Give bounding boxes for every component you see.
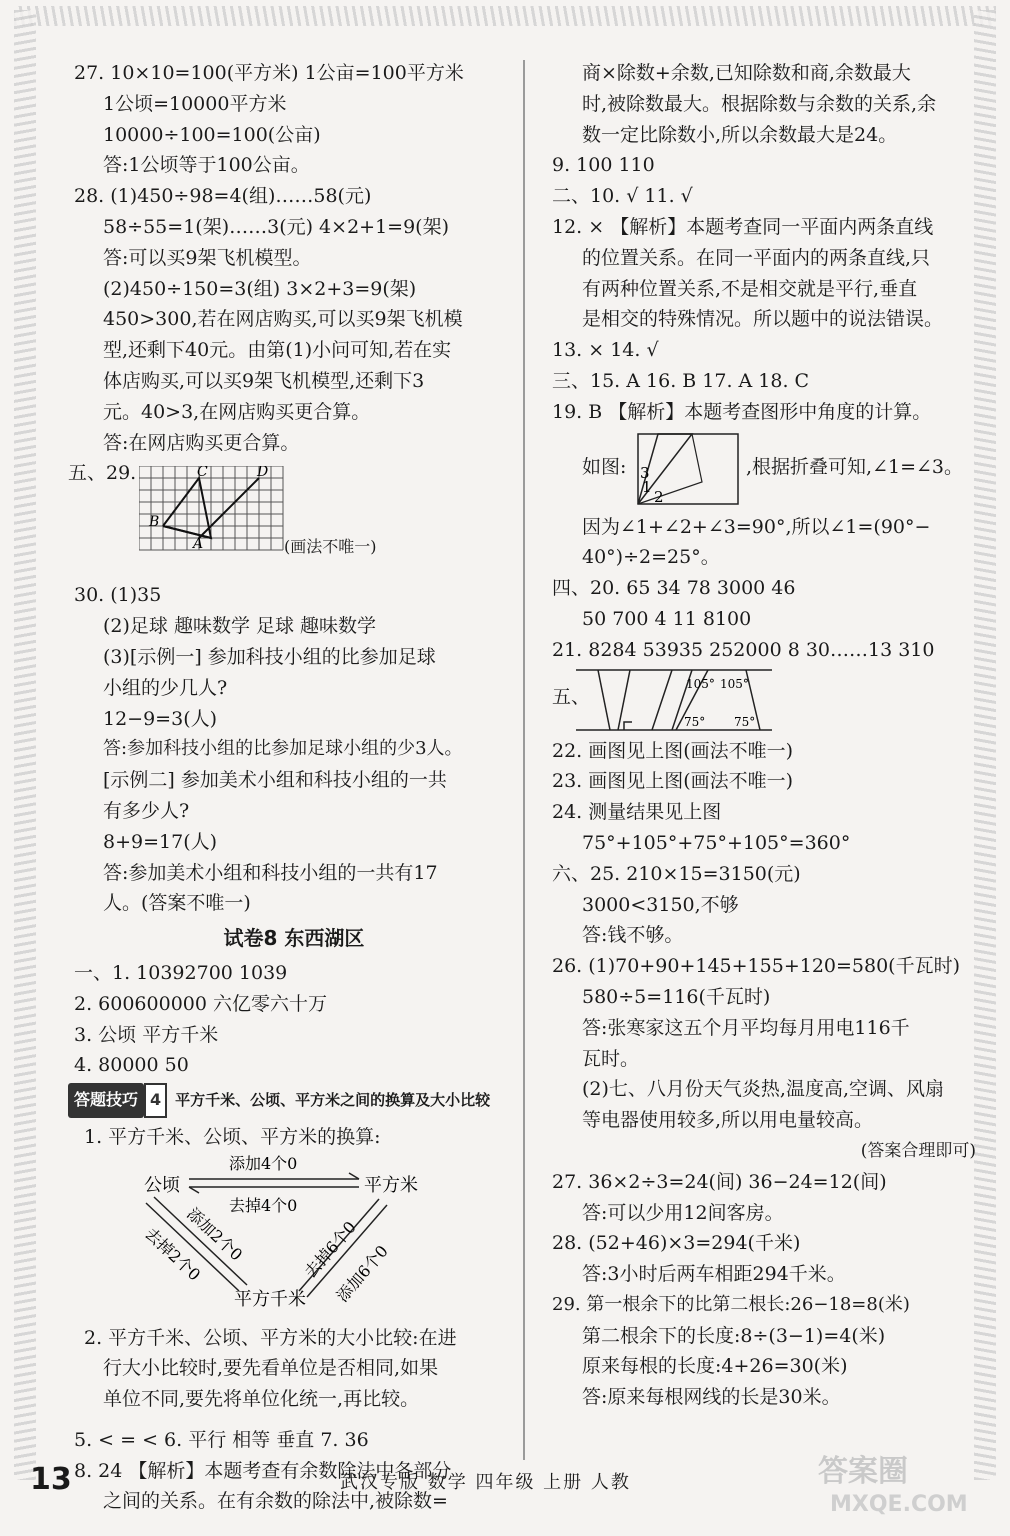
angle-label-105-left: 105° [686,676,715,691]
answer-line: 答:可以买9架飞机模型。 [103,246,312,269]
answer-line: 8+9=17(人) [103,830,218,853]
parallel-lines-figure [576,666,776,734]
angle-label-2: 2 [654,487,664,506]
answer-line: 13. × 14. √ [552,339,659,362]
answer-line: 9. 100 110 [552,154,655,177]
answer-line: 答:参加科技小组的比参加足球小组的少3人。 [103,738,463,760]
right-column [552,58,984,1413]
unit-conversion-diagram [74,1153,514,1313]
answer-line: 12. × 【解析】本题考查同一平面内两条直线 [552,215,934,238]
unit-hectare: 公顷 [144,1174,180,1196]
figure-note: (画法不唯一) [284,537,377,557]
answer-line: 如图: [582,455,627,478]
decorative-frame-top [14,6,996,26]
answer-line: 27. 36×2÷3=24(间) 36−24=12(间) [552,1170,887,1193]
answer-line: 四、20. 65 34 78 3000 46 [552,577,796,600]
answer-line: 28. (52+46)×3=294(千米) [552,1232,801,1255]
answer-line: [示例二] 参加美术小组和科技小组的一共 [103,769,447,792]
answer-line: 58÷55=1(架)……3(元) 4×2+1=9(架) [103,215,449,238]
answer-line: 单位不同,要先将单位化统一,再比较。 [103,1388,420,1411]
answer-line: 小组的少几人? [103,676,228,699]
tip-badge: 答题技巧 [68,1083,144,1118]
label-remove-two-zeros: 去掉2个0 [141,1223,205,1285]
point-label-a: A [193,536,204,553]
answer-line: 4. 80000 50 [74,1054,189,1077]
answer-line: 五、 [552,685,591,708]
answer-line: (2)足球 趣味数学 足球 趣味数学 [103,615,377,638]
answer-line: 时,被除数最大。根据除数与余数的关系,余 [582,92,937,115]
label-remove-four-zeros: 去掉4个0 [229,1195,298,1215]
grid-figure-29 [139,466,289,566]
answer-note: (答案合理即可) [860,1140,976,1161]
unit-sqkm: 平方千米 [234,1288,306,1310]
answer-line: 75°+105°+75°+105°=360° [582,831,851,854]
answer-line: 24. 测量结果见上图 [552,801,722,824]
answer-line: 27. 10×10=100(平方米) 1公亩=100平方米 [74,62,464,84]
answer-line: 580÷5=116(千瓦时) [582,985,771,1008]
answer-line: 有多少人? [103,799,190,822]
answer-line: 50 700 4 11 8100 [582,607,752,630]
answer-line: 第二根余下的长度:8÷(3−1)=4(米) [582,1324,886,1347]
answer-line: ,根据折叠可知,∠1=∠3。 [746,455,964,478]
answer-line: 1公顷=10000平方米 [103,92,287,115]
page-number: 13 [30,1462,72,1497]
answer-line: 5. < = < 6. 平行 相等 垂直 7. 36 [74,1428,369,1451]
answer-line: 29. 第一根余下的比第二根长:26−18=8(米) [552,1293,910,1315]
answer-line: 等电器使用较多,所以用电量较高。 [582,1109,874,1132]
answer-line: 22. 画图见上图(画法不唯一) [552,739,794,762]
angle-label-75-left: 75° [684,714,706,729]
answer-line: 三、15. A 16. B 17. A 18. C [552,369,810,392]
answer-line: 答:在网店购买更合算。 [103,431,300,454]
answer-line: 型,还剩下40元。由第(1)小问可知,若在实 [103,339,452,362]
answer-line: 行大小比较时,要先看单位是否相同,如果 [103,1357,439,1380]
answer-line: (2)450÷150=3(组) 3×2+3=9(架) [103,277,417,300]
point-label-b: B [149,514,160,531]
answer-line: 3000<3150,不够 [582,893,739,916]
folded-rectangle-figure [636,432,742,508]
answer-line: 40°)÷2=25°。 [582,546,720,569]
answer-line: 26. (1)70+90+145+155+120=580(千瓦时) [552,955,961,978]
label-remove-six-zeros: 去掉6个0 [300,1217,360,1282]
angle-label-3: 3 [640,463,650,482]
label-add-two-zeros: 添加2个0 [183,1203,247,1265]
answer-line: 答:1公顷等于100公亩。 [103,154,310,177]
answer-line: 12−9=3(人) [103,707,218,730]
answer-line: 28. (1)450÷98=4(组)……58(元) [74,185,372,208]
tip-number: 4 [144,1083,167,1118]
answer-line: 450>300,若在网店购买,可以买9架飞机模 [103,308,463,331]
figure-19-row [552,428,984,512]
answer-line: 原来每根的长度:4+26=30(米) [582,1355,848,1378]
answer-line: 10000÷100=100(公亩) [103,123,321,146]
watermark-logo: 答案圈 [818,1454,908,1489]
answer-line: 2. 平方千米、公顷、平方米的大小比较:在进 [84,1326,457,1349]
answer-line: 是相交的特殊情况。所以题中的说法错误。 [582,308,944,331]
tip-title: 平方千米、公顷、平方米之间的换算及大小比较 [175,1091,491,1110]
answer-line: 六、25. 210×15=3150(元) [552,862,801,885]
section-title: 试卷8 东西湖区 [223,926,365,951]
answer-line: 2. 600600000 六亿零六十万 [74,992,328,1015]
answer-line: 人。(答案不唯一) [103,892,251,915]
angle-label-105-right: 105° [720,676,749,691]
answer-line: 答:3小时后两车相距294千米。 [582,1263,846,1286]
column-divider [523,60,525,1460]
answer-line: 二、10. √ 11. √ [552,185,693,208]
answer-line: 一、1. 10392700 1039 [74,961,288,984]
answer-line: 答:参加美术小组和科技小组的一共有17 [103,861,438,884]
watermark-url: MXQE.COM [830,1492,968,1517]
angle-label-1: 1 [642,477,652,496]
answer-line: 有两种位置关系,不是相交就是平行,垂直 [582,277,918,300]
label-add-six-zeros: 添加6个0 [332,1241,392,1306]
answer-line: 瓦时。 [582,1047,640,1070]
label-add-four-zeros: 添加4个0 [229,1153,298,1173]
left-column [68,58,514,1517]
answer-line: 之间的关系。在有余数的除法中,被除数= [103,1490,448,1513]
answer-line: 答:原来每根网线的长是30米。 [582,1386,841,1409]
answer-line: 答:可以少用12间客房。 [582,1201,784,1224]
answer-line: 的位置关系。在同一平面内的两条直线,只 [582,246,931,269]
answer-line: 数一定比除数小,所以余数最大是24。 [582,123,898,146]
answer-line: 体店购买,可以买9架飞机模型,还剩下3 [103,369,425,392]
figure-29-row [68,458,514,580]
point-label-d: D [257,466,269,481]
answer-line: (3)[示例一] 参加科技小组的比参加足球 [103,645,436,668]
answer-line: 23. 画图见上图(画法不唯一) [552,770,794,793]
answer-line: 19. B 【解析】本题考查图形中角度的计算。 [552,400,932,423]
answer-line: 8. 24 【解析】本题考查有余数除法中各部分 [74,1459,452,1482]
answer-line: 五、29. [68,462,137,485]
angle-label-75-right: 75° [734,714,756,729]
answer-line: 1. 平方千米、公顷、平方米的换算: [84,1125,381,1148]
answer-line: 因为∠1+∠2+∠3=90°,所以∠1=(90°− [582,515,931,538]
answer-line: (2)七、八月份天气炎热,温度高,空调、风扇 [582,1078,944,1101]
answer-line: 答:钱不够。 [582,924,684,947]
unit-sqm: 平方米 [364,1174,418,1196]
footer-text: 武汉专版 数学 四年级 上册 人教 [340,1472,631,1493]
answer-line: 答:张寒家这五个月平均每月用电116千 [582,1016,910,1039]
tip-header [68,1083,514,1118]
answer-line: 21. 8284 53935 252000 8 30……13 310 [552,638,935,661]
answer-line: 30. (1)35 [74,584,162,607]
point-label-c: C [197,466,208,481]
decorative-frame-left [14,10,36,1480]
figure-5-row [552,666,984,736]
answer-line: 商×除数+余数,已知除数和商,余数最大 [582,62,911,84]
answer-line: 元。40>3,在网店购买更合算。 [103,400,371,423]
answer-line: 3. 公顷 平方千米 [74,1023,219,1046]
